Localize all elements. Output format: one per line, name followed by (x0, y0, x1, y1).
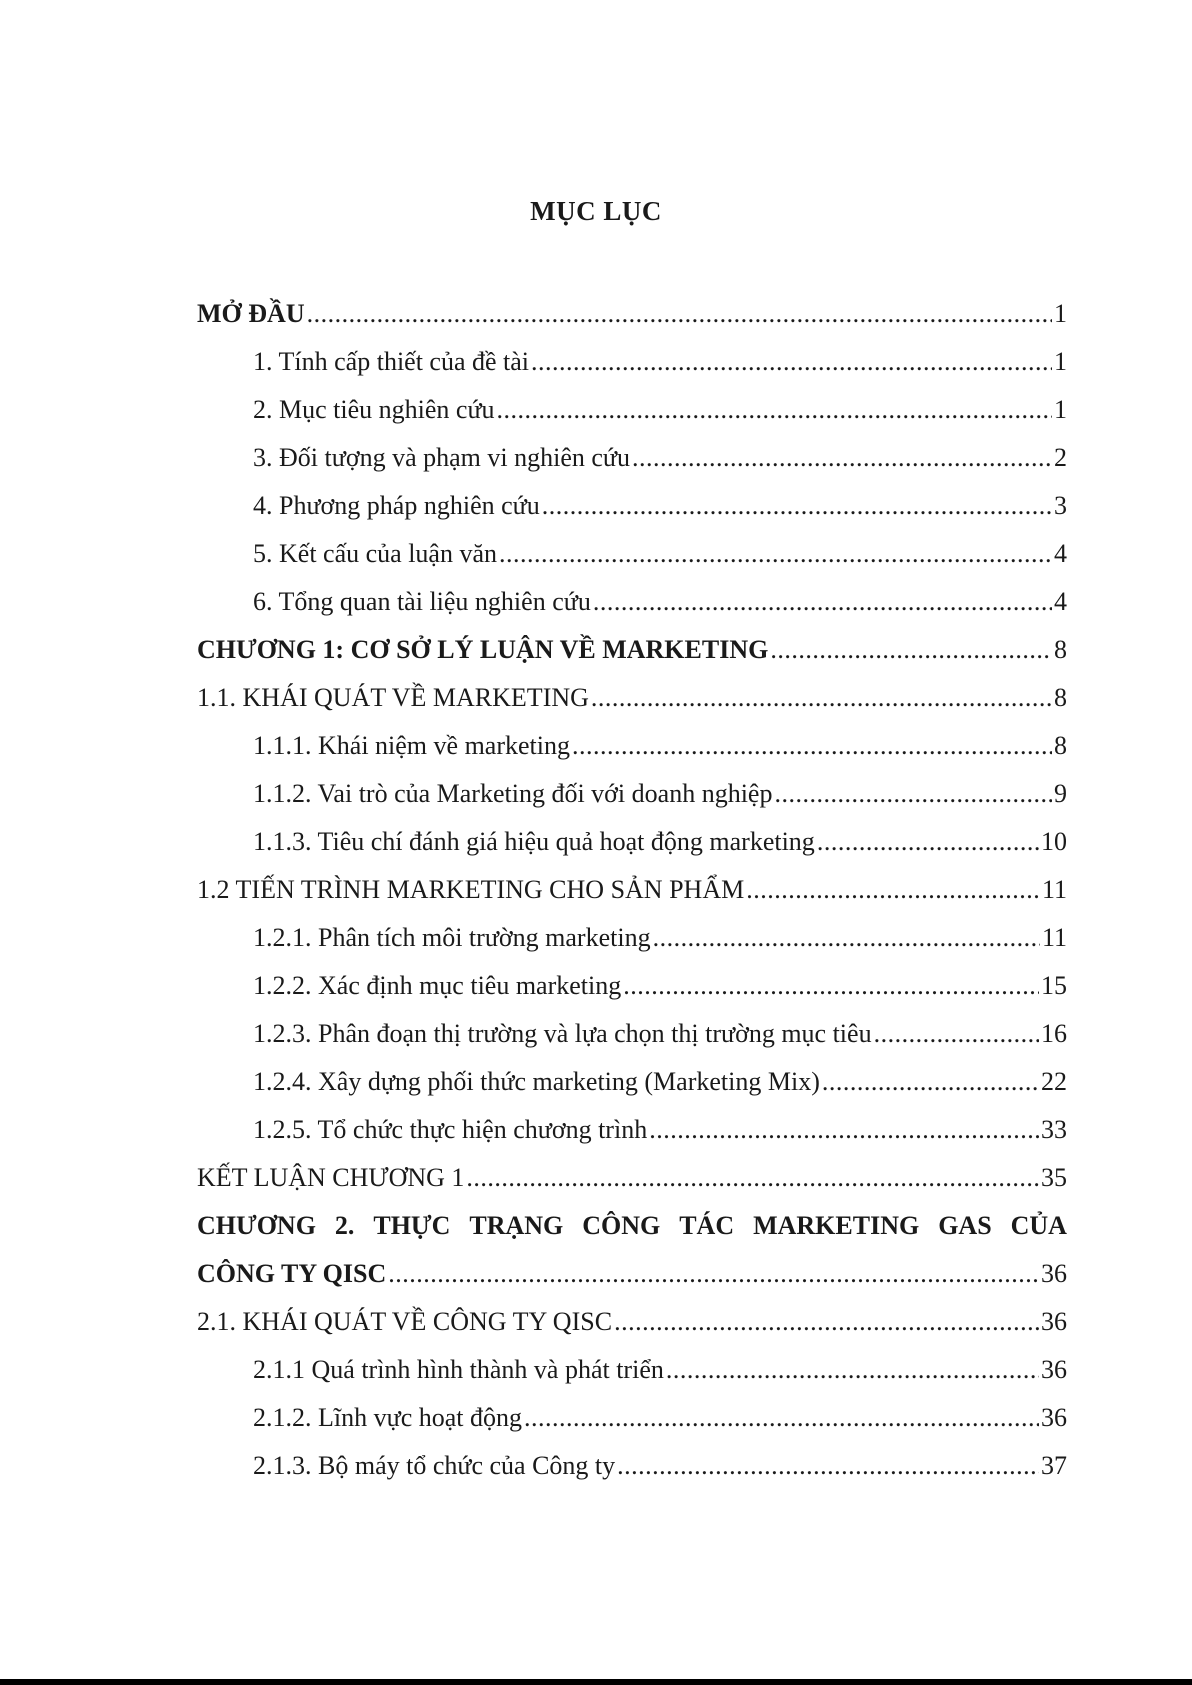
toc-entry-page: 3 (1054, 491, 1067, 520)
toc-leader-dots (542, 482, 1052, 530)
toc-leader-dots (774, 770, 1052, 818)
toc-entry-page: 36 (1041, 1355, 1067, 1384)
toc-entry-page: 1 (1054, 395, 1067, 424)
toc-entry[interactable] (197, 1298, 1067, 1346)
toc-entry-label: 1.2.3. Phân đoạn thị trường và lựa chọn thị trường mục tiêu (253, 1019, 872, 1048)
toc-entry[interactable] (197, 1010, 1067, 1058)
chapter2-word: 2. (334, 1211, 355, 1240)
toc-leader-dots (614, 1298, 1039, 1346)
toc-entry-page: 15 (1041, 971, 1067, 1000)
toc-entry[interactable] (197, 290, 1067, 338)
toc-entry-page: 37 (1041, 1451, 1067, 1480)
toc-entry-page: 8 (1054, 635, 1067, 664)
toc-entry-label: 4. Phương pháp nghiên cứu (253, 491, 540, 520)
toc-leader-dots (497, 386, 1052, 434)
chapter2-word: CHƯƠNG (197, 1211, 316, 1240)
toc-entry-label: 1.1.2. Vai trò của Marketing đối với doanh nghiệp (253, 779, 773, 808)
toc-entry-page: 1 (1054, 347, 1067, 376)
toc-entry-label: 1.2.5. Tổ chức thực hiện chương trình (253, 1115, 648, 1144)
toc-entry[interactable] (197, 1394, 1067, 1442)
toc-entry-page: 11 (1041, 875, 1067, 904)
toc-entry[interactable] (197, 818, 1067, 866)
toc-entry[interactable] (197, 1442, 1067, 1490)
toc-leader-dots (746, 866, 1040, 914)
toc-entry-page: 33 (1041, 1115, 1067, 1144)
toc-entry[interactable] (197, 1154, 1067, 1202)
toc-leader-dots (666, 1346, 1039, 1394)
chapter2-word: CỦA (1010, 1211, 1067, 1240)
toc-entry-label: CÔNG TY QISC (197, 1259, 387, 1288)
toc-leader-dots (466, 1154, 1039, 1202)
toc-entry-label: 1.2.1. Phân tích môi trường marketing (253, 923, 651, 952)
toc-entry-page: 36 (1041, 1307, 1067, 1336)
toc-leader-dots (632, 434, 1052, 482)
toc-entry-label: 1.1. KHÁI QUÁT VỀ MARKETING (197, 683, 589, 712)
toc-leader-dots (822, 1058, 1039, 1106)
toc-leader-dots (524, 1394, 1039, 1442)
toc-leader-dots (591, 674, 1052, 722)
toc-entry-page: 35 (1041, 1163, 1067, 1192)
toc-entry-page: 2 (1054, 443, 1067, 472)
toc-section-1 (197, 290, 1067, 1202)
chapter2-word: MARKETING (753, 1211, 920, 1240)
toc-entry-label: KẾT LUẬN CHƯƠNG 1 (197, 1163, 465, 1192)
chapter2-word: GAS (938, 1211, 992, 1240)
toc-entry-page: 4 (1054, 587, 1067, 616)
bottom-border (0, 1679, 1192, 1685)
toc-entry[interactable] (197, 530, 1067, 578)
toc-entry[interactable] (197, 770, 1067, 818)
toc-entry[interactable] (197, 578, 1067, 626)
toc-leader-dots (653, 914, 1040, 962)
toc-leader-dots (617, 1442, 1039, 1490)
chapter2-word: THỰC (373, 1211, 451, 1240)
toc-entry-page: 16 (1041, 1019, 1067, 1048)
toc-entry[interactable] (197, 338, 1067, 386)
toc-entry-label: 1.2.4. Xây dựng phối thức marketing (Marketing Mix) (253, 1067, 820, 1096)
toc-entry-label: MỞ ĐẦU (197, 299, 305, 328)
toc-entry-page: 10 (1041, 827, 1067, 856)
toc-entry-label: 1.1.3. Tiêu chí đánh giá hiệu quả hoạt động marketing (253, 827, 815, 856)
toc-entry-page: 4 (1054, 539, 1067, 568)
toc-entry-label: 3. Đối tượng và phạm vi nghiên cứu (253, 443, 630, 472)
toc-entry-page: 8 (1054, 731, 1067, 760)
toc-entry[interactable] (197, 386, 1067, 434)
toc-leader-dots (874, 1010, 1039, 1058)
toc-entry-label: 6. Tổng quan tài liệu nghiên cứu (253, 587, 591, 616)
toc-entry-chapter2-line2[interactable] (197, 1250, 1067, 1298)
toc-entry[interactable] (197, 1058, 1067, 1106)
toc-leader-dots (572, 722, 1052, 770)
toc-entry-page: 36 (1041, 1259, 1067, 1288)
toc-entry[interactable] (197, 626, 1067, 674)
toc-entry-page: 11 (1041, 923, 1067, 952)
toc-entry-label: CHƯƠNG 1: CƠ SỞ LÝ LUẬN VỀ MARKETING (197, 635, 769, 664)
chapter2-word: CÔNG (582, 1211, 661, 1240)
toc-entry-label: 2.1. KHÁI QUÁT VỀ CÔNG TY QISC (197, 1307, 613, 1336)
toc-entry-page: 8 (1054, 683, 1067, 712)
toc-entry-label: 2.1.1 Quá trình hình thành và phát triển (253, 1355, 664, 1384)
toc-entry[interactable] (197, 1106, 1067, 1154)
toc-entry-label: 1. Tính cấp thiết của đề tài (253, 347, 530, 376)
toc-entry-label: 5. Kết cấu của luận văn (253, 539, 498, 568)
toc-entry-label: 1.2 TIẾN TRÌNH MARKETING CHO SẢN PHẨM (197, 875, 745, 904)
toc-leader-dots (531, 338, 1052, 386)
toc-entry-label: 2. Mục tiêu nghiên cứu (253, 395, 495, 424)
page-title: MỤC LỤC (530, 196, 662, 226)
toc-entry-page: 9 (1054, 779, 1067, 808)
chapter2-word: TÁC (679, 1211, 735, 1240)
toc-entry-page: 22 (1041, 1067, 1067, 1096)
toc-entry-chapter2-line1[interactable] (197, 1202, 1067, 1250)
table-of-contents (197, 290, 1067, 1490)
toc-entry[interactable] (197, 434, 1067, 482)
toc-leader-dots (770, 626, 1052, 674)
toc-entry[interactable] (197, 962, 1067, 1010)
toc-entry[interactable] (197, 866, 1067, 914)
toc-entry-label: 2.1.3. Bộ máy tổ chức của Công ty (253, 1451, 616, 1480)
toc-entry-page: 1 (1054, 299, 1067, 328)
toc-entry-page: 36 (1041, 1403, 1067, 1432)
toc-leader-dots (499, 530, 1052, 578)
toc-leader-dots (307, 290, 1052, 338)
toc-entry-label: 1.2.2. Xác định mục tiêu marketing (253, 971, 622, 1000)
toc-entry[interactable] (197, 482, 1067, 530)
chapter2-word: TRẠNG (469, 1211, 564, 1240)
toc-entry[interactable] (197, 722, 1067, 770)
toc-entry[interactable] (197, 674, 1067, 722)
toc-section-2 (197, 1298, 1067, 1490)
toc-leader-dots (593, 578, 1052, 626)
toc-entry-label: 2.1.2. Lĩnh vực hoạt động (253, 1403, 523, 1432)
toc-entry[interactable] (197, 914, 1067, 962)
toc-leader-dots (623, 962, 1039, 1010)
toc-leader-dots (649, 1106, 1039, 1154)
toc-entry[interactable] (197, 1346, 1067, 1394)
toc-leader-dots (817, 818, 1039, 866)
toc-entry-label: 1.1.1. Khái niệm về marketing (253, 731, 570, 760)
toc-leader-dots (388, 1250, 1039, 1298)
